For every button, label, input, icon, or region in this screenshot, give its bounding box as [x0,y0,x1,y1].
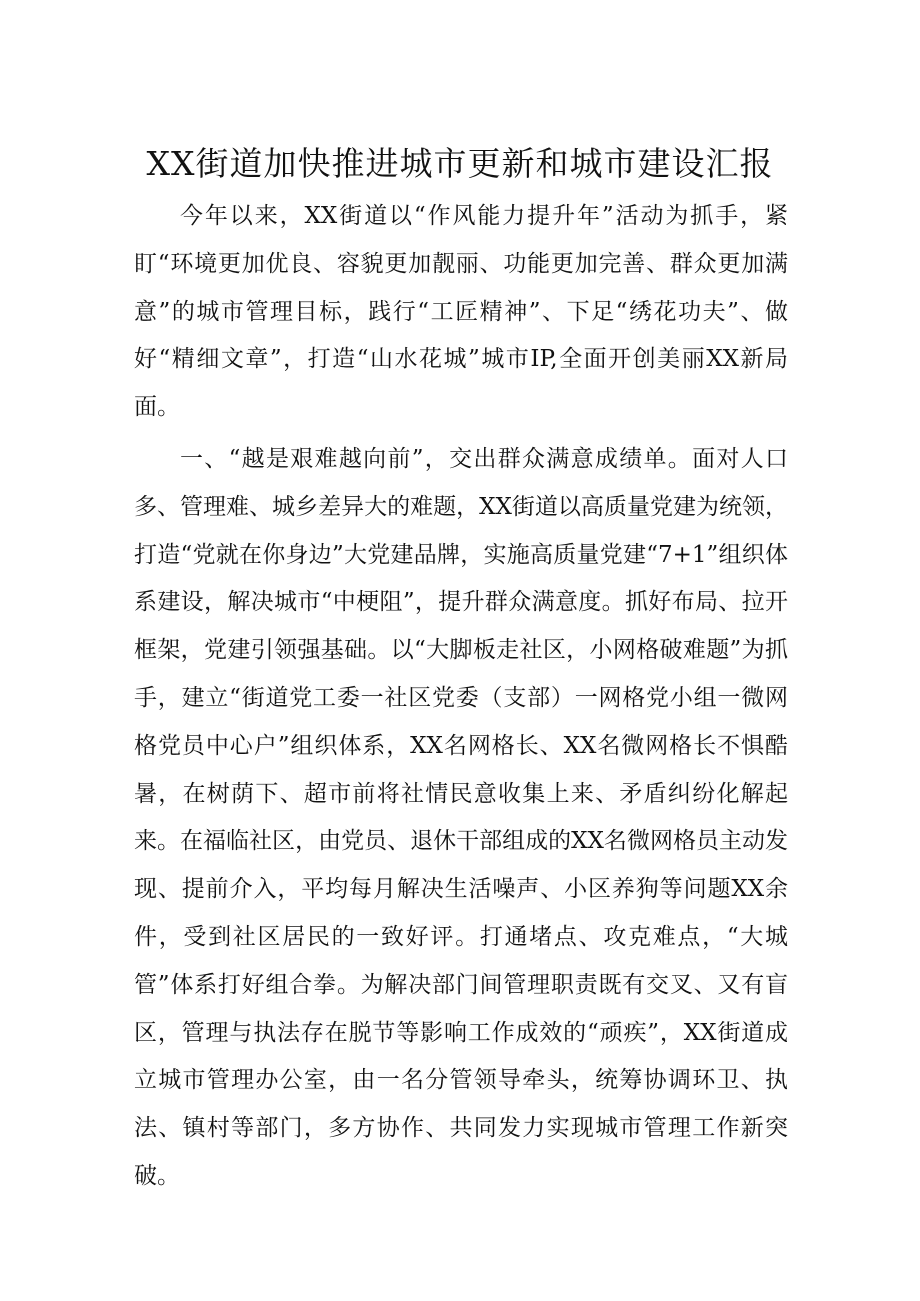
section-one-paragraph: 一、“越是艰难越向前”，交出群众满意成绩单。面对人口多、管理难、城乡差异大的难题，XX街道以高质量党建为统领，打造“党就在你身边”大党建品牌，实施高质量党建“7+1”组织体系建设，解决城市“中梗阻”，提升群众满意度。抓好布局、拉开框架，党建引领强基础。以“大脚板走社区，小网格破难题”为抓手，建立“街道党工委一社区党委（支部）一网格党小组一微网格党员中心户”组织体系，XX名网格长、XX名微网格长不惧酷暑，在树荫下、超市前将社情民意收集上来、矛盾纠纷化解起来。在福临社区，由党员、退休干部组成的XX名微网格员主动发现、提前介入，平均每月解决生活噪声、小区养狗等问题XX余件，受到社区居民的一致好评。打通堵点、攻克难点，“大城管”体系打好组合拳。为解决部门间管理职责既有交叉、又有盲区，管理与执法存在脱节等影响工作成效的“顽疾”，XX街道成立城市管理办公室，由一名分管领导牵头，统筹协调环卫、执法、镇村等部门，多方协作、共同发力实现城市管理工作新突破。 [134,446,788,1189]
intro-paragraph: 今年以来，XX街道以“作风能力提升年”活动为抓手，紧盯“环境更加优良、容貌更加靓丽、功能更加完善、群众更加满意”的城市管理目标，践行“工匠精神”、下足“绣花功夫”、做好“精细文章”，打造“山水花城”城市IP,全面开创美丽XX新局面。 [134,203,788,421]
document-title: XX街道加快推进城市更新和城市建设汇报 [146,144,774,183]
